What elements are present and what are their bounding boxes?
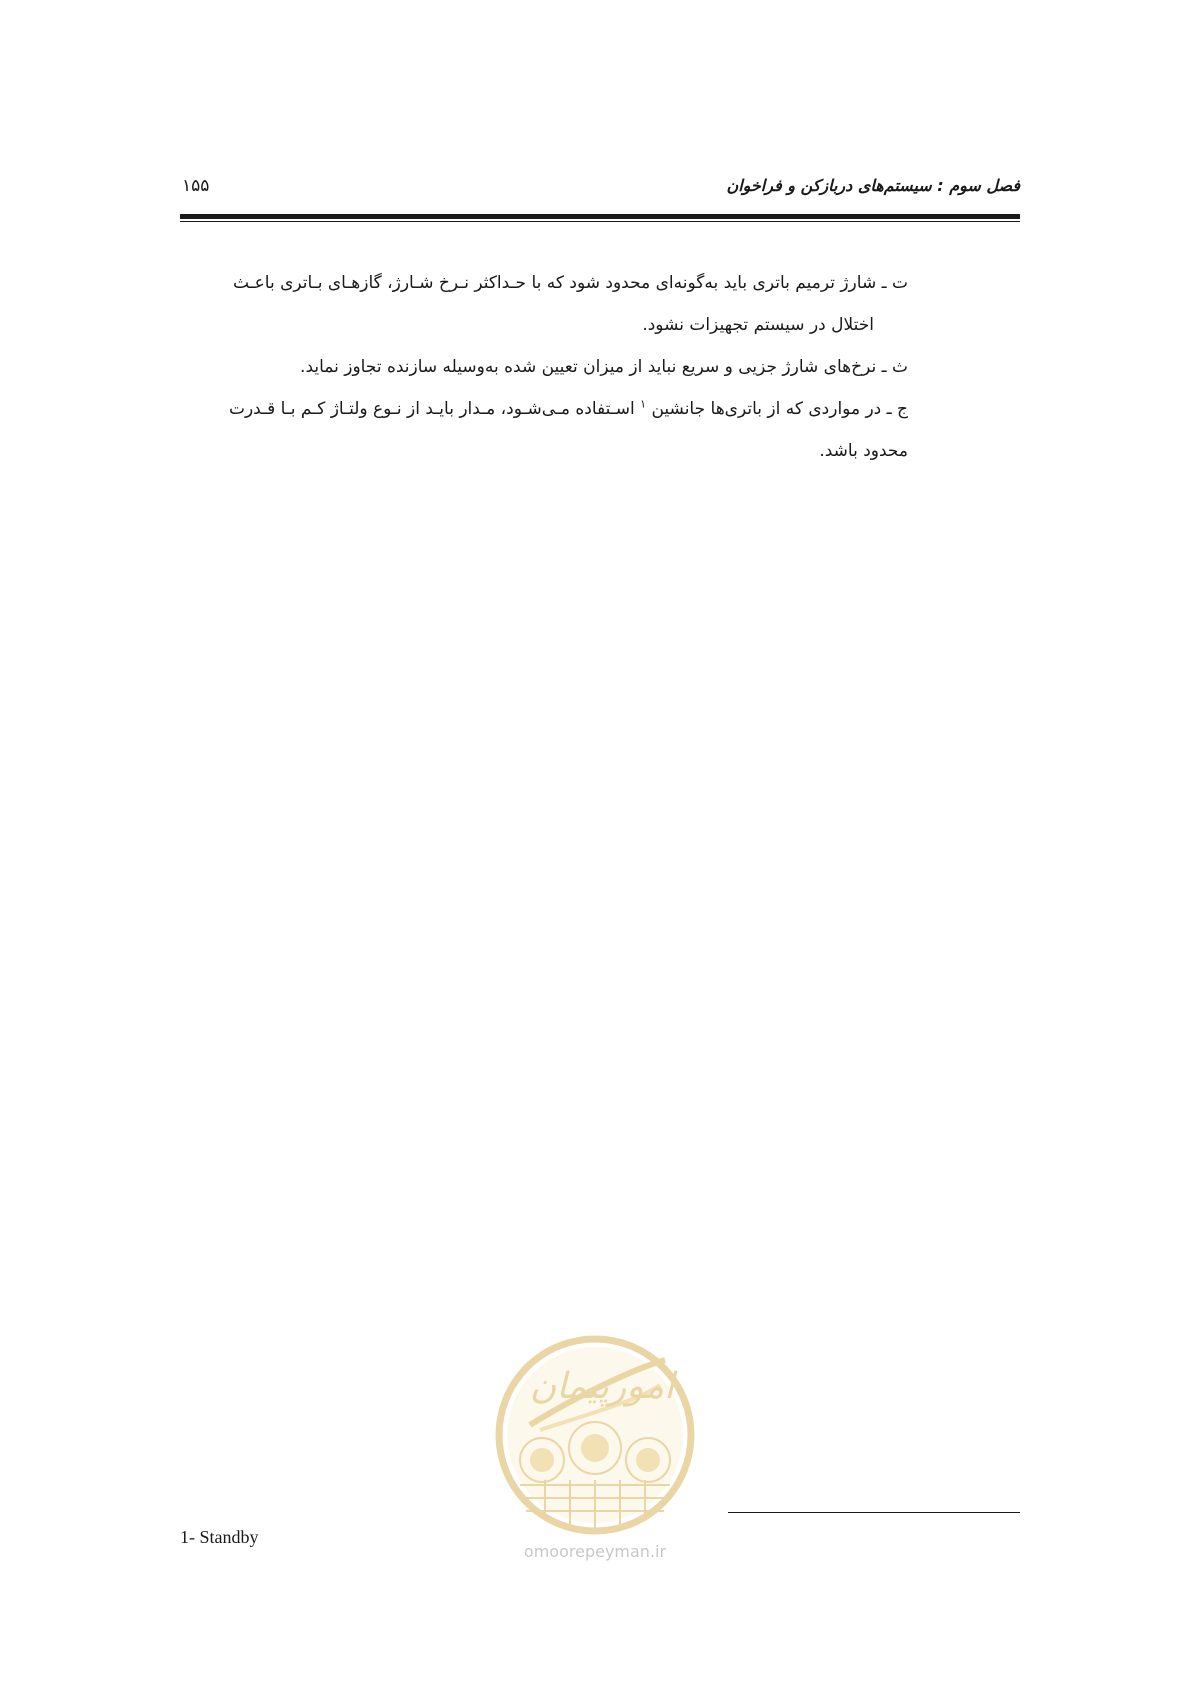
page-header bbox=[180, 176, 1020, 208]
footnote-ref: ۱ bbox=[640, 397, 647, 411]
watermark-url: omoorepeyman.ir bbox=[523, 1542, 667, 1561]
footnote: 1- Standby bbox=[180, 1527, 259, 1547]
watermark-logo-text: امورپیمان bbox=[529, 1366, 675, 1407]
watermark bbox=[490, 1330, 700, 1570]
item-jim bbox=[180, 388, 908, 430]
body-text bbox=[180, 262, 908, 472]
item-tha: ث ـ نرخ‌های شارژ جزیی و سریع نباید از میزان تعیین شده به‌وسیله سازنده تجاوز نماید. bbox=[300, 357, 908, 377]
header-rule-thin bbox=[180, 221, 1020, 222]
item-ta-continuation: اختلال در سیستم تجهیزات نشود. bbox=[642, 315, 874, 335]
item-jim-part1: ج ـ در مواردی که از باتری‌ها جانشین bbox=[651, 399, 908, 419]
header-rule-thick bbox=[180, 214, 1020, 219]
page-number: ۱۵۵ bbox=[182, 176, 210, 196]
item-jim-part2: اسـتفاده مـی‌شـود، مـدار بایـد از نـوع ولتـاژ کـم بـا قـدرت bbox=[228, 399, 635, 419]
item-ta: ت ـ شارژ ترمیم باتری باید به‌گونه‌ای محدود شود که با حـداکثر نـرخ شـارژ، گازهـای بـاتری باعـث bbox=[232, 273, 908, 293]
item-jim-continuation: محدود باشد. bbox=[819, 441, 908, 461]
chapter-title: فصل سوم : سیستم‌های دربازکن و فراخوان bbox=[726, 176, 1020, 195]
watermark-logo-icon bbox=[490, 1330, 700, 1540]
footnote-rule bbox=[728, 1512, 1020, 1513]
